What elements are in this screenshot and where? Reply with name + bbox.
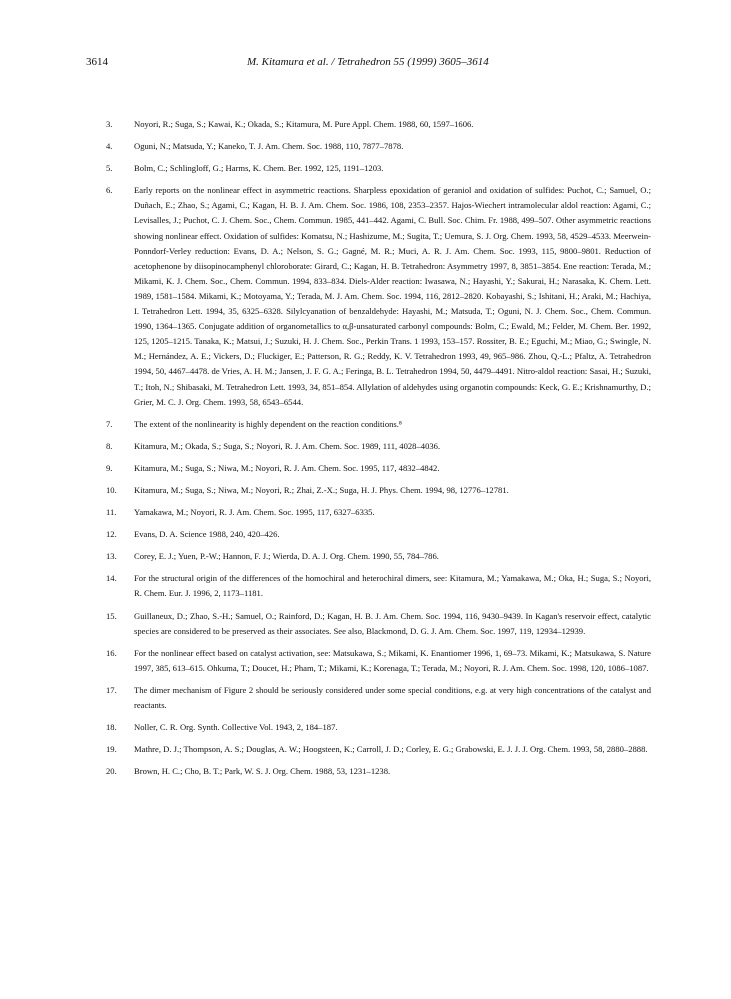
reference-text: Guillaneux, D.; Zhao, S.-H.; Samuel, O.; Rainford, D.; Kagan, H. B. J. Am. Chem. Soc. 1994, 116, 9430–9439. In Kagan's reservoir effect, catalytic species are considered to be preserved as their associates. See also, Blackmond, D. G. J. Am. Chem. Soc. 1997, 119, 12934–12939. — [134, 610, 651, 636]
reference-item — [106, 483, 651, 498]
reference-number: 14. — [106, 573, 117, 584]
reference-item — [106, 461, 651, 476]
reference-number: 19. — [106, 744, 117, 755]
reference-item — [106, 183, 651, 409]
reference-number: 7. — [106, 418, 113, 429]
reference-text: Brown, H. C.; Cho, B. T.; Park, W. S. J. Org. Chem. 1988, 53, 1231–1238. — [134, 766, 391, 777]
reference-item — [106, 505, 651, 520]
reference-item — [106, 527, 651, 542]
reference-text: For the nonlinear effect based on catalyst activation, see: Matsukawa, S.; Mikami, K. Enantiomer 1996, 1, 69–73. Mikami, K.; Matsukawa, S. Nature 1997, 385, 613–615. Ohkuma, T.; Doucet, H.; Pham, T.; Mikami, K.; Korenaga, T.; Terada, M.; Noyori, R. J. Am. Chem. Soc. 1998, 120, 1086–1087. — [134, 647, 651, 673]
reference-text: Evans, D. A. Science 1988, 240, 420–426. — [134, 529, 280, 540]
reference-item — [106, 764, 651, 779]
reference-number: 20. — [106, 766, 117, 777]
reference-text: For the structural origin of the differences of the homochiral and heterochiral dimers, see: Kitamura, M.; Yamakawa, M.; Oka, H.; Suga, S.; Noyori, R. Chem. Eur. J. 1996, 2, 1173–1181. — [134, 573, 651, 599]
reference-number: 8. — [106, 440, 113, 451]
reference-item — [106, 117, 651, 132]
reference-item — [106, 683, 651, 713]
reference-text: Noyori, R.; Suga, S.; Kawai, K.; Okada, S.; Kitamura, M. Pure Appl. Chem. 1988, 60, 1597–1606. — [134, 119, 474, 129]
reference-item — [106, 609, 651, 639]
reference-number: 4. — [106, 141, 113, 152]
reference-item — [106, 646, 651, 676]
reference-text: Kitamura, M.; Suga, S.; Niwa, M.; Noyori, R. J. Am. Chem. Soc. 1995, 117, 4832–4842. — [134, 462, 440, 473]
reference-number: 16. — [106, 647, 117, 658]
reference-item — [106, 139, 651, 154]
reference-item — [106, 439, 651, 454]
reference-number: 11. — [106, 507, 117, 518]
reference-text: Kitamura, M.; Okada, S.; Suga, S.; Noyori, R. J. Am. Chem. Soc. 1989, 111, 4028–4036. — [134, 440, 441, 451]
running-head: M. Kitamura et al. / Tetrahedron 55 (1999) 3605–3614 — [247, 56, 489, 68]
reference-number: 3. — [106, 119, 113, 129]
reference-number: 17. — [106, 684, 117, 695]
reference-text: Bolm, C.; Schlingloff, G.; Harms, K. Chem. Ber. 1992, 125, 1191–1203. — [134, 163, 384, 174]
reference-list — [106, 117, 651, 786]
reference-number: 9. — [106, 462, 113, 473]
reference-item — [106, 720, 651, 735]
reference-number: 15. — [106, 610, 117, 621]
reference-item — [106, 417, 651, 432]
reference-text: Yamakawa, M.; Noyori, R. J. Am. Chem. Soc. 1995, 117, 6327–6335. — [134, 507, 375, 518]
reference-text: Corey, E. J.; Yuen, P.-W.; Hannon, F. J.; Wierda, D. A. J. Org. Chem. 1990, 55, 784–786. — [134, 551, 439, 562]
reference-text: Mathre, D. J.; Thompson, A. S.; Douglas, A. W.; Hoogsteen, K.; Carroll, J. D.; Corley, E. G.; Grabowski, E. J. J. J. Org. Chem. 1993, 58, 2880–2888. — [134, 744, 648, 755]
reference-text: Kitamura, M.; Suga, S.; Niwa, M.; Noyori, R.; Zhai, Z.-X.; Suga, H. J. Phys. Chem. 1994, 98, 12776–12781. — [134, 484, 509, 495]
reference-number: 6. — [106, 185, 113, 196]
reference-item — [106, 571, 651, 601]
reference-text: The dimer mechanism of Figure 2 should be seriously considered under some special conditions, e.g. at very high concentrations of the catalyst and reactants. — [134, 684, 651, 710]
reference-item — [106, 161, 651, 176]
reference-number: 18. — [106, 722, 117, 733]
page-number: 3614 — [86, 56, 108, 68]
reference-text: Early reports on the nonlinear effect in asymmetric reactions. Sharpless epoxidation of geraniol and oxidation of sulfides: Puchot, C.; Samuel, O.; Duñach, E.; Zhao, S.; Agami, C.; Kagan, H. B. J. Am. Chem. Soc. 1986, 108, 2353–2357. Hajos-Wiechert intramolecular aldol reaction: Agami, C.; Levisalles, J.; Puchot, C. J. Chem. Soc., Chem. Commun. 1985, 441–442. Agami, C. Bull. Soc. Chim. Fr. 1988, 499–507. Other asymmetric reactions showing nonlinear effect. Oxidation of sulfides: Komatsu, N.; Hashizume, M.; Sugita, T.; Uemura, S. J. Org. Chem. 1993, 58, 4529–4533. Meerwein-Ponndorf-Verley reduction: Evans, D. A.; Nelson, S. G.; Gagné, M. R.; Muci, A. R. J. Am. Chem. Soc. 1993, 115, 9800–9801. Reduction of acetophenone by diisopinocamphenyl chloroborate: Girard, C.; Kagan, H. B. Tetrahedron: Asymmetry 1997, 8, 3851–3854. Ene reaction: Terada, M.; Mikami, K. J. Chem. Soc., Chem. Commun. 1994, 833–834. Diels-Alder reaction: Iwasawa, N.; Hayashi, Y.; Sakurai, H.; Narasaka, K. Chem. Lett. 1989, 1581–1584. Mikami, K.; Motoyama, Y.; Terada, M. J. Am. Chem. Soc. 1994, 116, 2812–2820. Kobayashi, S.; Ishitani, H.; Araki, M.; Hachiya, I. Tetrahedron Lett. 1994, 35, 6325–6328. Silylcyanation of benzaldehyde: Hayashi, M.; Matsuda, T.; Oguni, N. J. Chem. Soc., Chem. Commun. 1990, 1364–1365. Conjugate addition of organometallics to α,β-unsaturated carbonyl compounds: Bolm, C.; Ewald, M.; Felder, M. Chem. Ber. 1992, 125, 1205–1215. Tanaka, K.; Matsui, J.; Suzuki, H. J. Chem. Soc., Perkin Trans. 1 1993, 153–157. Rossiter, B. E.; Eguchi, M.; Miao, G.; Swingle, N. M.; Hernández, A. E.; Vickers, D.; Fluckiger, E.; Patterson, R. G.; Reddy, K. V. Tetrahedron 1993, 49, 965–986. Zhou, Q.-L.; Pfaltz, A. Tetrahedron 1994, 50, 4467–4478. de Vries, A. H. M.; Jansen, J. F. G. A.; Feringa, B. L. Tetrahedron 1994, 50, 4479–4491. Nitro-aldol reaction: Sasai, H.; Suzuki, T.; Itoh, N.; Shibasaki, M. Tetrahedron Lett. 1993, 34, 851–854. Allylation of aldehydes using organotin compounds: Keck, G. E.; Krishnamurthy, D.; Grier, M. C. J. Org. Chem. 1993, 58, 6543–6544. — [134, 185, 651, 407]
reference-item — [106, 549, 651, 564]
reference-number: 13. — [106, 551, 117, 562]
reference-number: 12. — [106, 529, 117, 540]
reference-text: Oguni, N.; Matsuda, Y.; Kaneko, T. J. Am. Chem. Soc. 1988, 110, 7877–7878. — [134, 141, 404, 152]
reference-text: The extent of the nonlinearity is highly dependent on the reaction conditions.⁸ — [134, 418, 402, 429]
reference-text: Noller, C. R. Org. Synth. Collective Vol. 1943, 2, 184–187. — [134, 722, 338, 733]
reference-number: 5. — [106, 163, 113, 174]
reference-number: 10. — [106, 484, 117, 495]
reference-item — [106, 742, 651, 757]
